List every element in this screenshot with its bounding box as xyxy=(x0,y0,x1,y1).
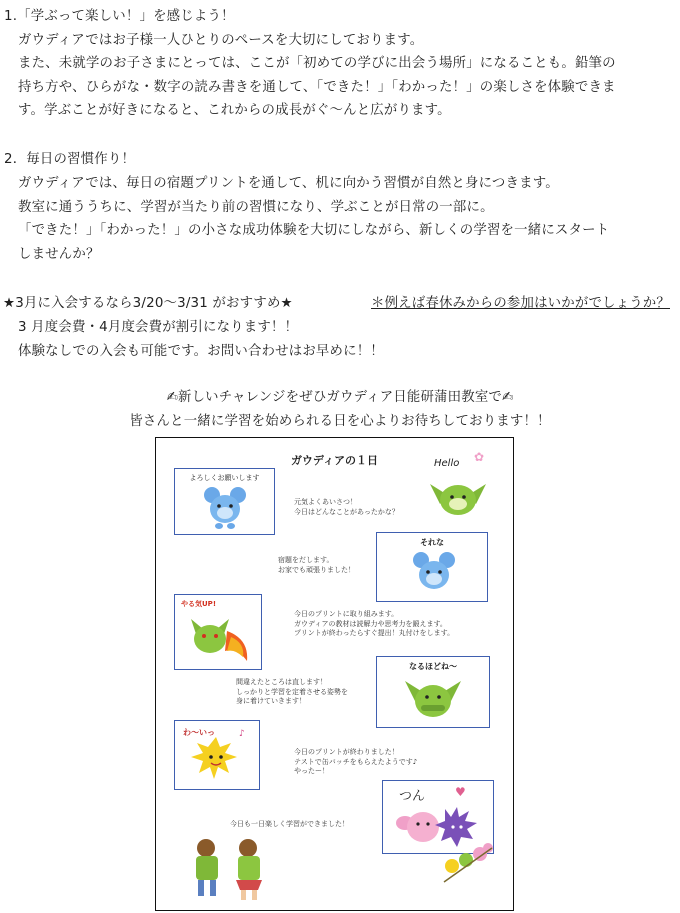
yellow-character-illustration xyxy=(189,735,243,787)
figure-title: ガウディアの１日 xyxy=(290,454,379,467)
campaign-headline-row xyxy=(3,292,293,311)
pencil-hand-icon: ✍ xyxy=(502,390,514,405)
panel-naruhodo-text: なるほどね〜 xyxy=(409,662,457,671)
panel-motivation xyxy=(174,594,262,670)
green-character-illustration xyxy=(401,673,465,723)
closing-line2: 皆さんと一緒に学習を始められる日を心よりお待ちしております！！ xyxy=(129,414,551,429)
section1-line: 持ち方や、ひらがな・数字の読み書きを通して、「できた！」「わかった！」の楽しさを体験できま xyxy=(18,80,616,95)
section2-line: しませんか？ xyxy=(18,247,100,262)
panel-naruhodo xyxy=(376,656,490,728)
daily-flow-figure xyxy=(155,437,514,911)
section2-heading: 2．毎日の習慣作り！ xyxy=(4,152,136,167)
panel-yay xyxy=(174,720,260,790)
green-character-fire-illustration xyxy=(187,611,253,665)
panel-greeting xyxy=(174,468,275,535)
section1-heading: 1.「学ぶって楽しい！」を感じよう！ xyxy=(4,9,235,24)
section1-line: また、未就学のお子さまにとっては、ここが「初めての学びに出会う場所」になることも。鉛筆の xyxy=(18,56,616,71)
flower-icon: ✿ xyxy=(474,450,485,464)
section2-line: 教室に通ううちに、学習が当たり前の習慣になり、学ぶことが日常の一部に。 xyxy=(18,200,494,215)
campaign-headline: 3月に入会するなら3/20～3/31 がおすすめ xyxy=(15,296,281,311)
music-note-icon: ♪ xyxy=(239,729,245,739)
section1-line: ガウディアではお子様一人ひとりのペースを大切にしております。 xyxy=(18,33,424,48)
caption-greeting: 元気よくあいさつ！ 今日はどんなことがあったかな？ xyxy=(294,498,399,516)
panel-tsun-text: つん xyxy=(399,789,426,804)
caption-end-of-day: 今日も一日楽しく学習ができました！ xyxy=(230,820,349,828)
panel-soreda-text: それな xyxy=(420,538,444,547)
caption-correction: 間違えたところは直します！ しっかりと学習を定着させる姿勢を 身に着けていきます！ xyxy=(236,678,348,705)
campaign-discount: 3 月度会費・4月度会費が割引になります！！ xyxy=(18,320,299,335)
green-character-illustration xyxy=(426,474,490,522)
panel-yay-text: わ〜いっ xyxy=(183,728,215,737)
section2-line: 「できた！」「わかった！」の小さな成功体験を大切にしながら、新しくの学習を一緒にスタート xyxy=(18,223,610,238)
star-icon: ★ xyxy=(280,296,293,311)
blue-character-illustration xyxy=(203,483,247,531)
panel-greeting-text: よろしくお願いします xyxy=(189,474,260,482)
children-walking-illustration xyxy=(178,836,278,906)
heart-icon: ♥ xyxy=(455,785,466,799)
panel-motivation-text: やる気UP! xyxy=(181,600,217,608)
caption-print: 今日のプリントに取り組みます。 ガウディアの教材は読解力や思考力を鍛えます。 プリントが終わったらすぐ提出！丸付けをします。 xyxy=(294,610,455,637)
section1-line: す。学ぶことが好きになると、これからの成長がぐ～んと広がります。 xyxy=(18,103,451,118)
section2-line: ガウディアでは、毎日の宿題プリントを通して、机に向かう習慣が自然と身につきます。 xyxy=(18,176,559,191)
small-characters-illustration xyxy=(442,842,502,886)
caption-finished: 今日のプリントが終わりました！ テストで缶バッチをもらえたようです♪ やったー！ xyxy=(294,748,418,775)
hello-text: Hello xyxy=(434,458,460,469)
caption-homework: 宿題をだします。 お家でも頑張りました！ xyxy=(278,556,355,574)
campaign-inquiry: 体験なしでの入会も可能です。お問い合わせはお早めに！！ xyxy=(18,344,384,359)
pencil-hand-icon: ✍ xyxy=(166,390,178,405)
closing-line1-row xyxy=(0,386,680,405)
star-icon: ★ xyxy=(3,296,16,311)
panel-soreda xyxy=(376,532,488,602)
blue-character-illustration xyxy=(411,549,457,597)
closing-line1: 新しいチャレンジをぜひガウディア日能研蒲田教室で xyxy=(177,390,503,405)
campaign-note: ＊例えば春休みからの参加はいかがでしょうか？ xyxy=(371,296,670,311)
